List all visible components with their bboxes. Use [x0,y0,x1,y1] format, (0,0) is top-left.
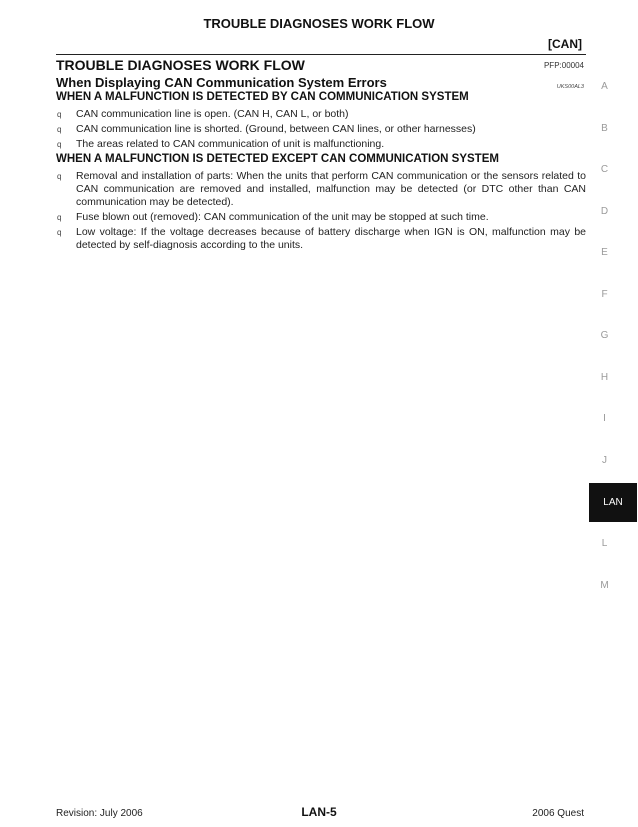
bullet-list-can-system [56,108,586,152]
tab-g[interactable]: G [600,330,609,341]
section-heading-except-can: WHEN A MALFUNCTION IS DETECTED EXCEPT CAN COMMUNICATION SYSTEM [56,153,499,165]
reference-code: UKS00AL3 [556,84,584,90]
section-tag: [CAN] [548,37,582,51]
page-title: TROUBLE DIAGNOSES WORK FLOW [56,57,305,73]
bullet-mark: q [57,172,62,181]
footer-page-number: LAN-5 [301,805,337,819]
tab-d[interactable]: D [600,205,609,217]
bullet-mark: q [57,110,62,119]
list-item [56,170,586,210]
bullet-mark: q [57,213,62,223]
list-item [56,226,586,252]
list-item-text: CAN communication line is shorted. (Ground, between CAN lines, or other harnesses) [76,122,476,135]
list-item [56,108,586,121]
bullet-list-except-can [56,170,586,254]
tab-lan-active[interactable]: LAN [589,483,637,522]
bullet-mark: q [57,228,62,237]
tab-j[interactable]: J [602,454,607,466]
list-item-text: The areas related to CAN communication of unit is malfunctioning. [76,137,385,150]
tab-i[interactable]: I [603,413,606,424]
section-heading-can-system: WHEN A MALFUNCTION IS DETECTED BY CAN COMMUNICATION SYSTEM [56,91,469,103]
footer-revision: Revision: July 2006 [56,808,143,819]
list-item [56,123,586,136]
list-item-text: Low voltage: If the voltage decreases because of battery discharge when IGN is ON, malfunction may be detected by self-diagnosis according to the units. [76,226,586,252]
header-rule [56,54,586,55]
footer-model: 2006 Quest [532,808,584,819]
tab-l[interactable]: L [601,538,608,549]
list-item-text: CAN communication line is open. (CAN H, CAN L, or both) [76,108,349,120]
list-item-text: Fuse blown out (removed): CAN communication of the unit may be stopped at such time. [76,211,489,224]
tab-a[interactable]: A [601,81,608,92]
list-item-text: Removal and installation of parts: When the units that perform CAN communication or the sensors related to CAN communication are removed and installed, malfunction may be detected (or DTC other than CAN communication may be detected). [76,170,586,209]
bullet-mark: q [57,139,62,149]
tab-e[interactable]: E [601,247,608,258]
running-header-title: TROUBLE DIAGNOSES WORK FLOW [203,16,435,31]
list-item [56,138,586,151]
page-subtitle: When Displaying CAN Communication System Errors [56,75,387,90]
tab-b[interactable]: B [601,122,608,134]
bullet-mark: q [57,124,62,134]
list-item [56,211,586,224]
tab-m[interactable]: M [600,579,609,591]
tab-h[interactable]: H [600,371,609,383]
tab-f[interactable]: F [601,288,608,300]
section-index-tabs [589,66,623,606]
tab-c[interactable]: C [600,164,609,175]
pfp-code: PFP:00004 [543,61,584,70]
